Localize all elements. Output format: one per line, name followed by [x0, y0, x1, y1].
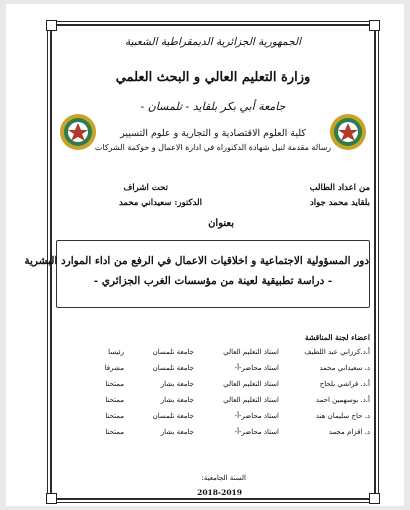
committee-row: [52, 396, 374, 410]
member-university: جامعة بشار: [160, 428, 194, 436]
member-role: ممتحنا: [105, 428, 124, 436]
member-role: مشرفا: [104, 364, 124, 372]
faculty-name: كلية العلوم الاقتصادية و التجارية و علوم التسيير: [120, 128, 306, 139]
member-rank: استاذ التعليم العالي: [223, 396, 279, 404]
member-name: أ.د. بوسهمين احمد: [315, 396, 370, 404]
committee-row: [52, 348, 374, 362]
committee-row: [52, 412, 374, 426]
committee-title: اعضاء لجنة المناقشة: [304, 333, 370, 342]
academic-year-label: السنة الجامعية:: [201, 474, 246, 482]
member-rank: استاذ محاضر-أ-: [234, 428, 279, 436]
member-rank: استاذ التعليم العالي: [223, 348, 279, 356]
member-rank: استاذ محاضر-أ-: [234, 412, 279, 420]
title-intro: بعنوان: [208, 218, 234, 229]
thesis-title-line2: - دراسة تطبيقية لعينة من مؤسسات الغرب الجزائري -: [93, 275, 333, 287]
member-role: ممتحنا: [105, 412, 124, 420]
member-name: د. اقزام محمد: [328, 428, 370, 436]
member-university: جامعة بشار: [160, 396, 194, 404]
supervisor-name: الدكتور: سعيداني محمد: [118, 198, 202, 208]
member-name: د. سعيداني محمد: [319, 364, 370, 372]
ministry-name: وزارة التعليم العالي و البحث العلمي: [115, 70, 311, 85]
member-rank: استاذ محاضر-أ-: [234, 364, 279, 372]
document-page: [6, 4, 404, 506]
author-name: بلقايد محمد جواد: [309, 198, 370, 208]
committee-row: [52, 380, 374, 394]
author-label: من اعداد الطالب: [309, 183, 370, 193]
member-rank: استاذ التعليم العالي: [223, 380, 279, 388]
academic-year-value: 2018-2019: [197, 488, 242, 497]
committee-row: [52, 428, 374, 442]
university-name: جامعة أبي بكر بلقايد - تلمسان -: [140, 100, 286, 113]
member-role: رئيسا: [108, 348, 124, 356]
decorative-frame: [24, 24, 376, 500]
frame-corner: [46, 493, 57, 504]
frame-corner: [46, 20, 57, 31]
committee-row: [52, 364, 374, 378]
member-university: جامعة تلمسان: [152, 364, 194, 372]
member-name: د. حاج سليمان هند: [315, 412, 370, 420]
republic-name: الجمهورية الجزائرية الديمقراطية الشعبية: [124, 36, 302, 48]
frame-corner: [369, 493, 380, 504]
thesis-title-line1: دور المسؤولية الاجتماعية و اخلاقيات الاعمال في الرفع من اداء الموارد البشرية: [24, 255, 369, 267]
member-name: أ.د.كرزابي عبد اللطيف: [304, 348, 370, 356]
member-role: ممتحنا: [105, 380, 124, 388]
title-box: [24, 240, 370, 308]
member-role: ممتحنا: [105, 396, 124, 404]
frame-corner: [369, 20, 380, 31]
member-university: جامعة بشار: [160, 380, 194, 388]
member-university: جامعة تلمسان: [152, 412, 194, 420]
supervisor-label: تحت اشراف: [123, 183, 168, 193]
member-name: أ.د. قراشي بلحاج: [319, 380, 370, 388]
thesis-note: رسالة مقدمة لنيل شهادة الدكتوراه في ادارة الاعمال و حوكمة الشركات: [94, 143, 332, 152]
member-university: جامعة تلمسان: [152, 348, 194, 356]
